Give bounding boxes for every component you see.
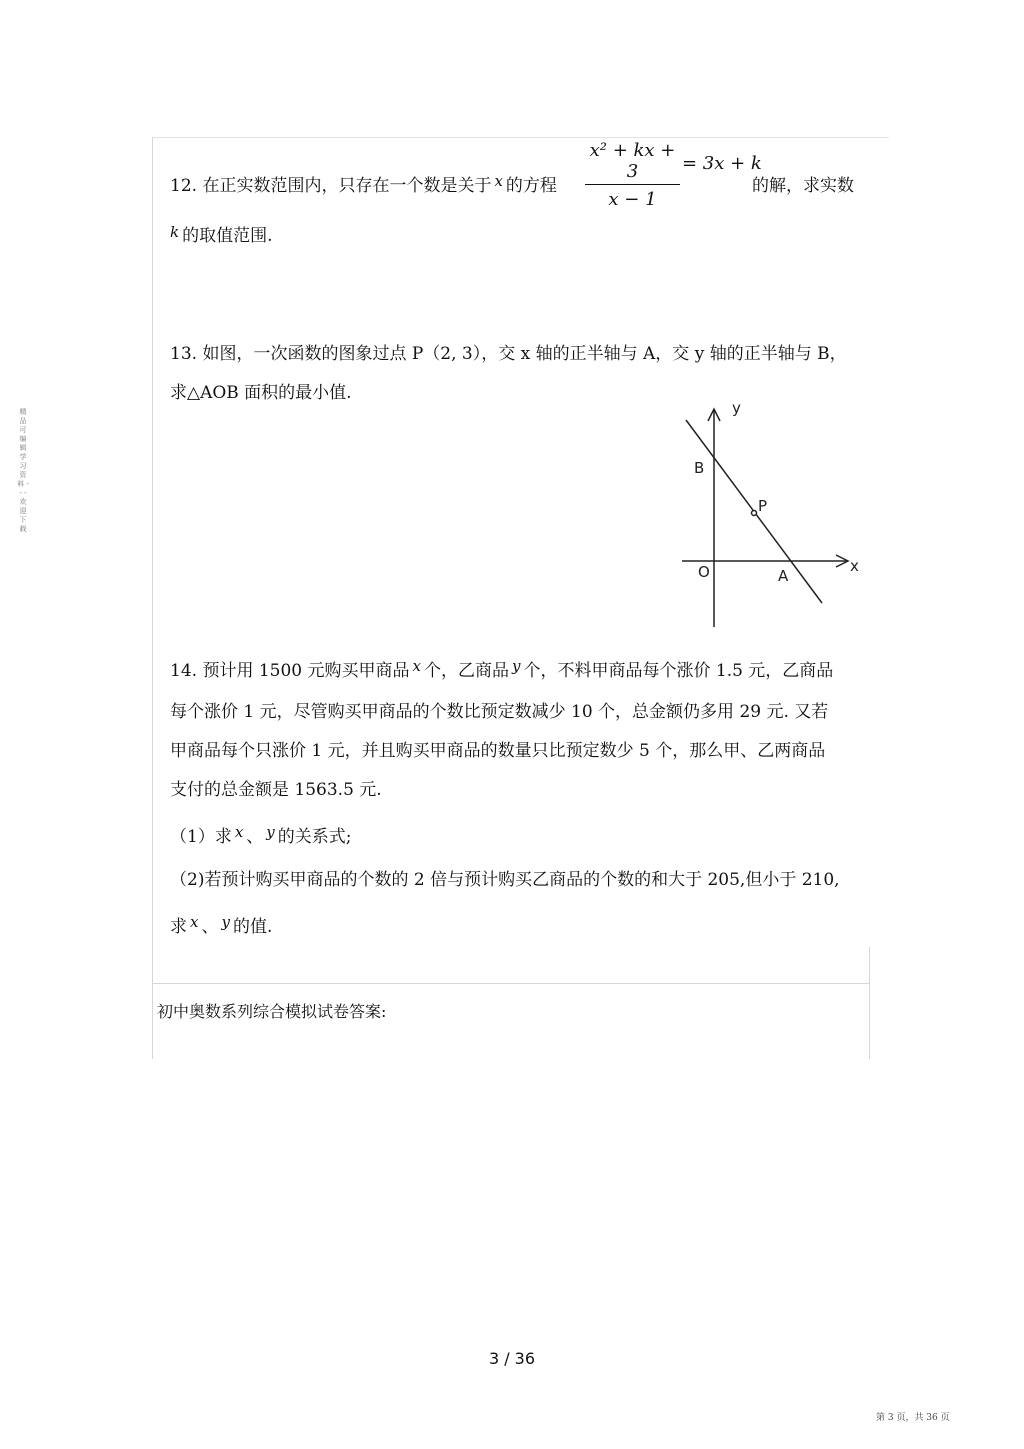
q12-line1: 12. 在正实数范围内，只存在一个数是关于 x 的方程	[170, 172, 557, 196]
q12-suffix: 的解，求实数	[752, 176, 854, 196]
q13-line2: 求△AOB 面积的最小值.	[170, 383, 352, 403]
q14-part2: （2)若预计购买甲商品的个数的 2 倍与预计购买乙商品的个数的和大于 205,但小于 210,	[170, 870, 840, 890]
label-a: A	[778, 567, 789, 585]
answer-section-title: 初中奥数系列综合模拟试卷答案:	[157, 1002, 387, 1021]
label-o: O	[698, 563, 710, 581]
q12-rhs: = 3x + k	[682, 153, 762, 174]
label-y: y	[732, 399, 741, 417]
q14-part2-line2: 求 x 、 y 的值.	[170, 913, 273, 937]
q14-line3: 甲商品每个只涨价 1 元，并且购买甲商品的数量只比预定数少 5 个，那么甲、乙两商品	[170, 741, 826, 761]
page-footer: 第 3 页，共 36 页	[876, 1413, 950, 1423]
q14-part1: （1）求 x 、 y 的关系式;	[170, 823, 352, 847]
q13-line1: 13. 如图，一次函数的图象过点 P（2, 3），交 x 轴的正半轴与 A，交 y 轴的正半轴与 B，	[170, 344, 847, 364]
page-number: 3 / 36	[488, 1349, 536, 1368]
label-x: x	[850, 557, 859, 575]
q14-line4: 支付的总金额是 1563.5 元.	[170, 780, 382, 800]
q13-graph	[670, 395, 870, 635]
question-frame-bottom	[152, 947, 870, 983]
label-p: P	[758, 497, 768, 515]
q12-numerator: x² + kx + 3	[585, 140, 680, 185]
point-p-marker	[752, 511, 757, 516]
label-b: B	[694, 459, 705, 477]
q12-fraction	[585, 140, 680, 210]
q12-line2: k 的取值范围.	[170, 223, 273, 246]
q12-denominator: x − 1	[608, 189, 657, 210]
side-watermark: 精品可编辑学习资料 - - - 欢迎下载	[17, 408, 29, 533]
q14-line2: 每个涨价 1 元，尽管购买甲商品的个数比预定数减少 10 个，总金额仍多用 29 元. 又若	[170, 702, 829, 722]
q14-line1: 14. 预计用 1500 元购买甲商品 x 个，乙商品 y 个，不料甲商品每个涨价 1.5 元，乙商品	[170, 657, 834, 681]
